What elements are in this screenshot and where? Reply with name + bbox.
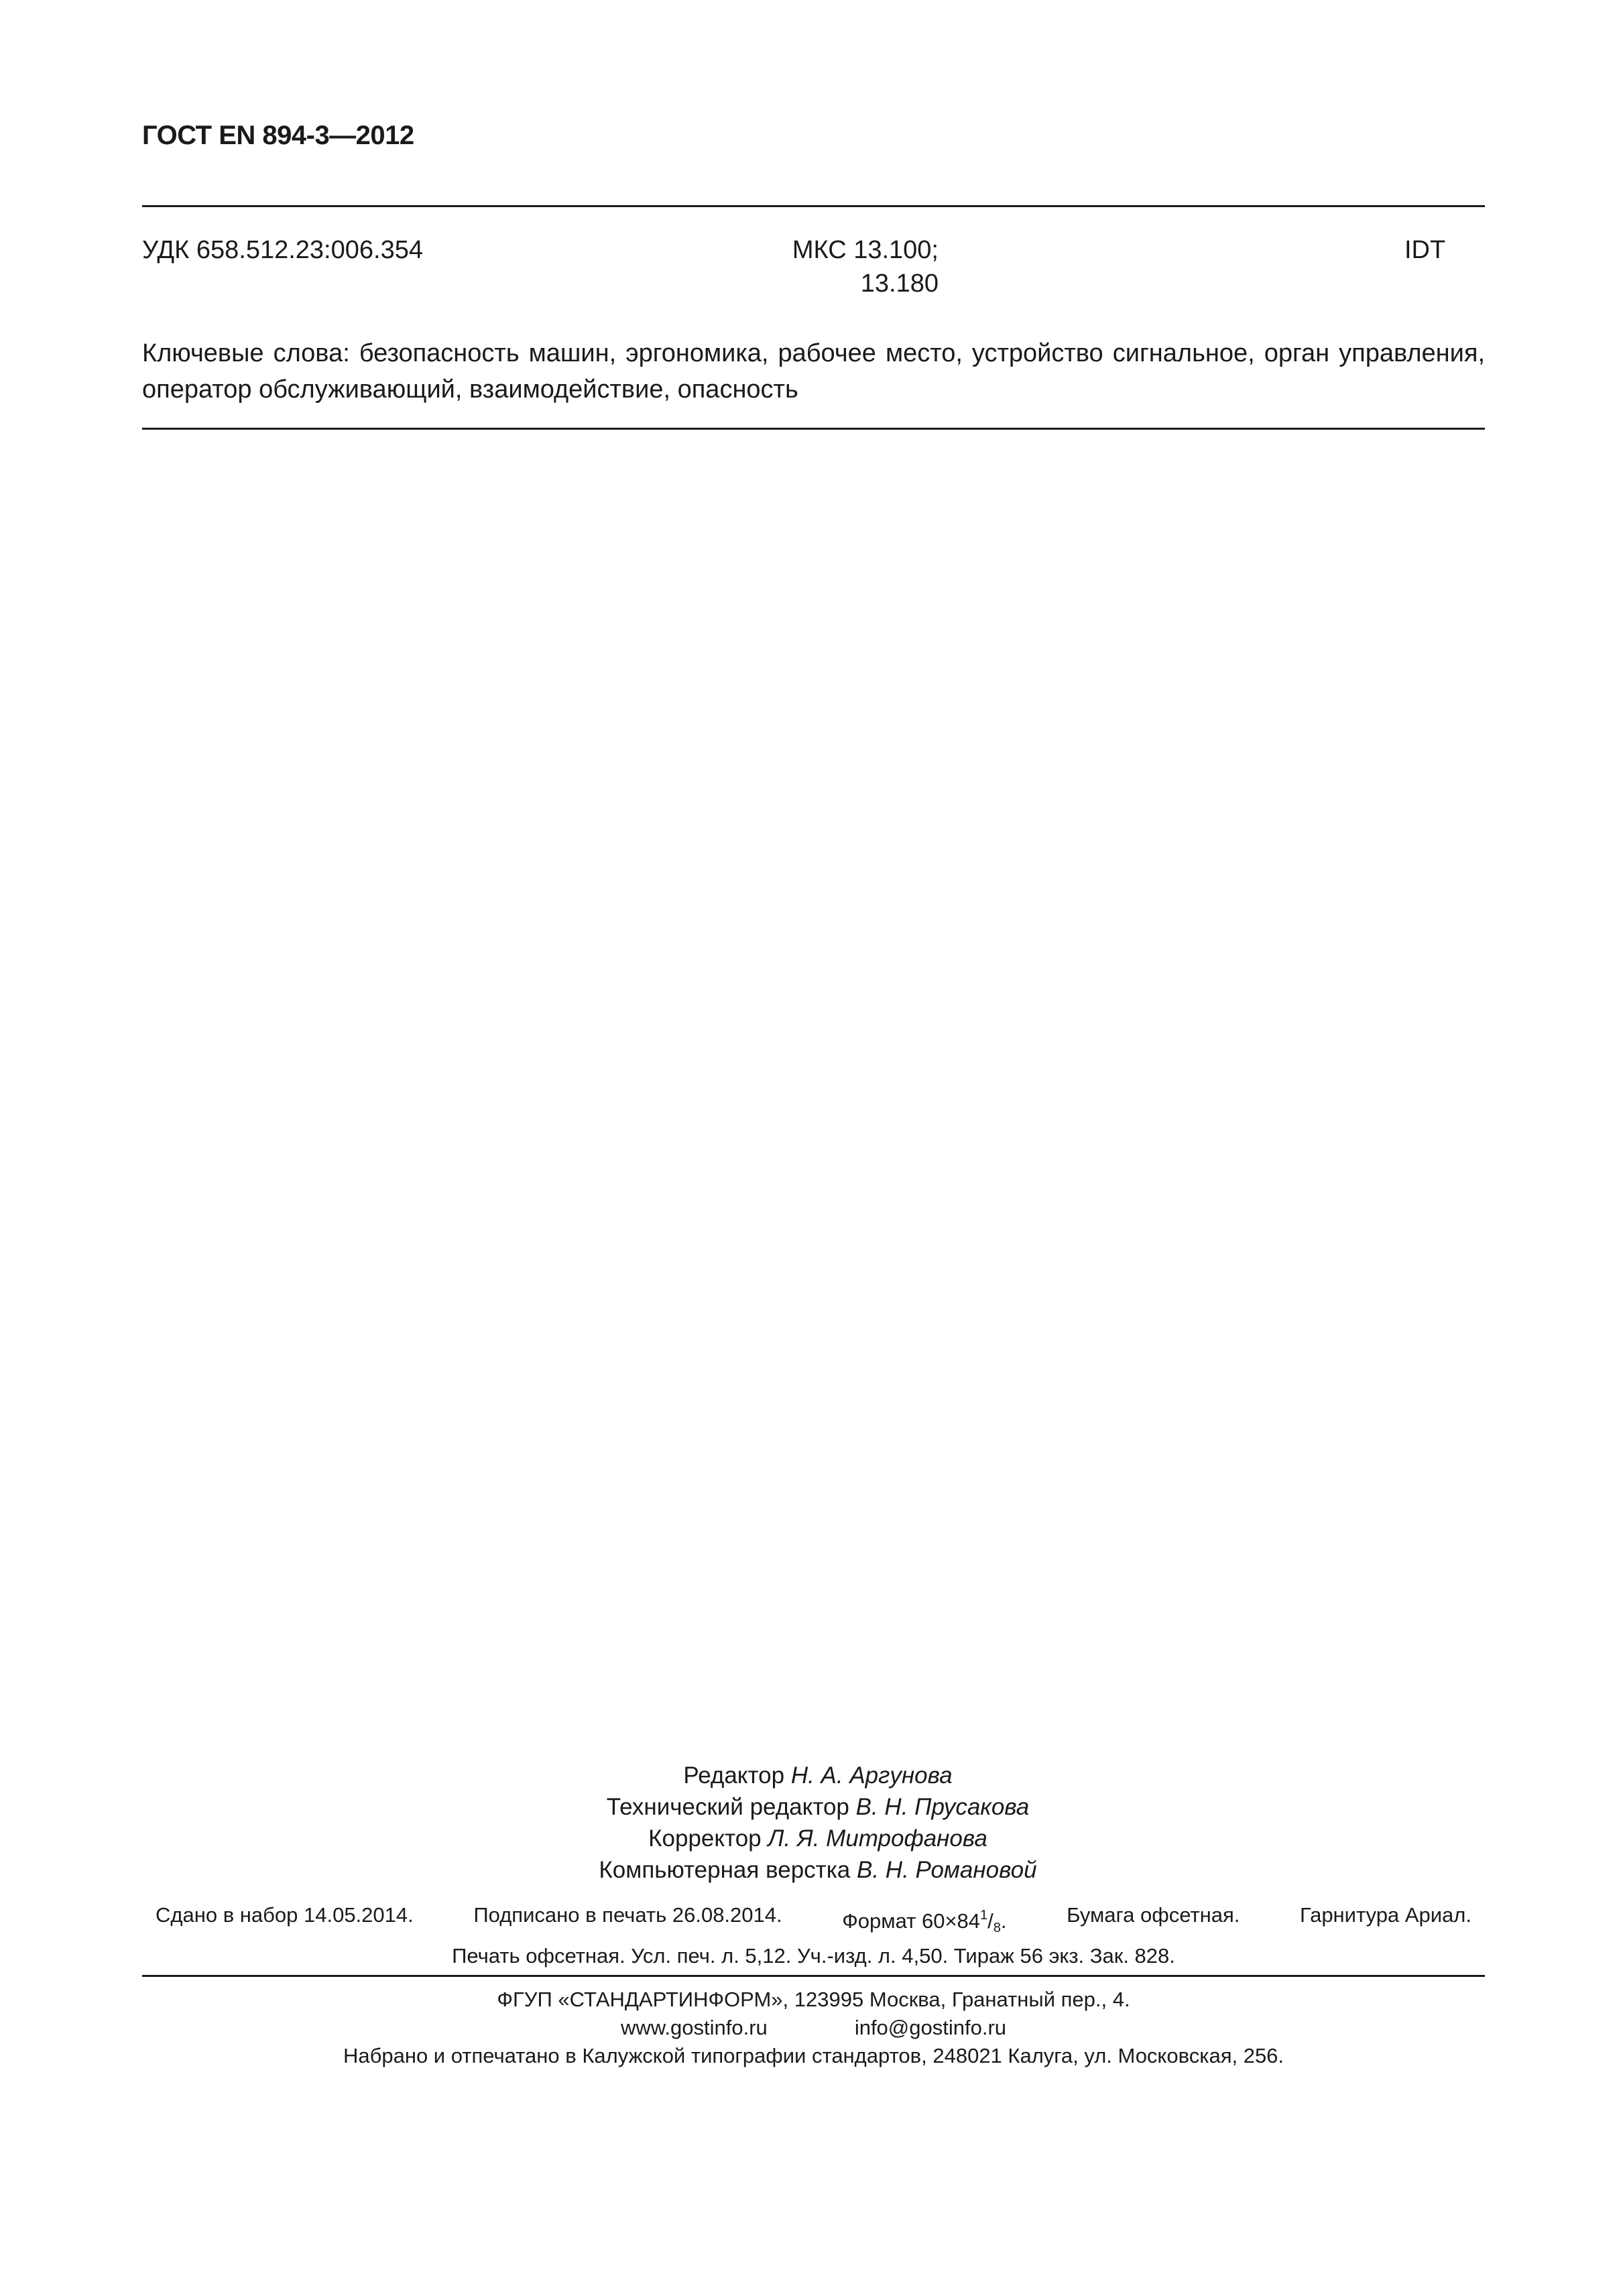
publisher-contacts — [142, 2014, 1485, 2042]
credit-role: Корректор — [648, 1825, 762, 1852]
website-link[interactable]: www.gostinfo.ru — [620, 2016, 768, 2039]
credit-role: Редактор — [683, 1762, 785, 1789]
equivalence-degree: IDT — [1404, 236, 1446, 264]
editorial-credits — [402, 1760, 1234, 1886]
udk-code: УДК 658.512.23:006.354 — [142, 236, 423, 264]
credit-name: В. Н. Прусакова — [855, 1794, 1030, 1820]
mks-line-2: 13.180 — [860, 269, 939, 298]
publisher-address: ФГУП «СТАНДАРТИНФОРМ», 123995 Москва, Гранатный пер., 4. — [497, 1988, 1130, 2011]
publisher-info — [142, 1986, 1485, 2070]
printing-line-1 — [156, 1901, 1471, 1942]
printing-house: Набрано и отпечатано в Калужской типографии стандартов, 248021 Калуга, ул. Московская, 256. — [343, 2044, 1284, 2067]
credit-role: Технический редактор — [606, 1794, 849, 1820]
printing-line-2: Печать офсетная. Усл. печ. л. 5,12. Уч.-изд. л. 4,50. Тираж 56 экз. Зак. 828. — [452, 1944, 1175, 1968]
mks-code — [764, 233, 939, 300]
keywords-text: безопасность машин, эргономика, рабочее место, устройство сигнальное, орган управления, оператор обслуживающий, взаимодействие, опасность — [142, 339, 1485, 404]
credit-name: В. Н. Романовой — [857, 1857, 1037, 1883]
standard-code: ГОСТ EN 894-3—2012 — [142, 121, 414, 150]
printing-details — [156, 1901, 1471, 1970]
keywords-divider — [142, 428, 1485, 430]
credit-proofreader — [402, 1823, 1234, 1854]
publisher-divider — [142, 1975, 1485, 1977]
credit-editor — [402, 1760, 1234, 1791]
credit-name: Л. Я. Митрофанова — [768, 1825, 987, 1852]
email-link[interactable]: info@gostinfo.ru — [854, 2016, 1007, 2039]
paper-type: Бумага офсетная. — [1067, 1903, 1240, 1927]
keywords-paragraph — [142, 335, 1485, 408]
top-divider — [142, 205, 1485, 207]
signed-date: Подписано в печать 26.08.2014. — [473, 1903, 782, 1927]
typeface: Гарнитура Ариал. — [1300, 1903, 1471, 1927]
mks-line-1: МКС 13.100; — [792, 236, 939, 264]
keywords-label: Ключевые слова: — [142, 339, 350, 367]
credit-role: Компьютерная верстка — [599, 1857, 851, 1883]
credit-name: Н. А. Аргунова — [790, 1762, 953, 1789]
submitted-date: Сдано в набор 14.05.2014. — [156, 1903, 414, 1927]
paper-format: Формат $60\times 84^1/_8$. — [842, 1908, 1007, 1935]
credit-technical-editor — [402, 1791, 1234, 1823]
credit-layout — [402, 1854, 1234, 1886]
